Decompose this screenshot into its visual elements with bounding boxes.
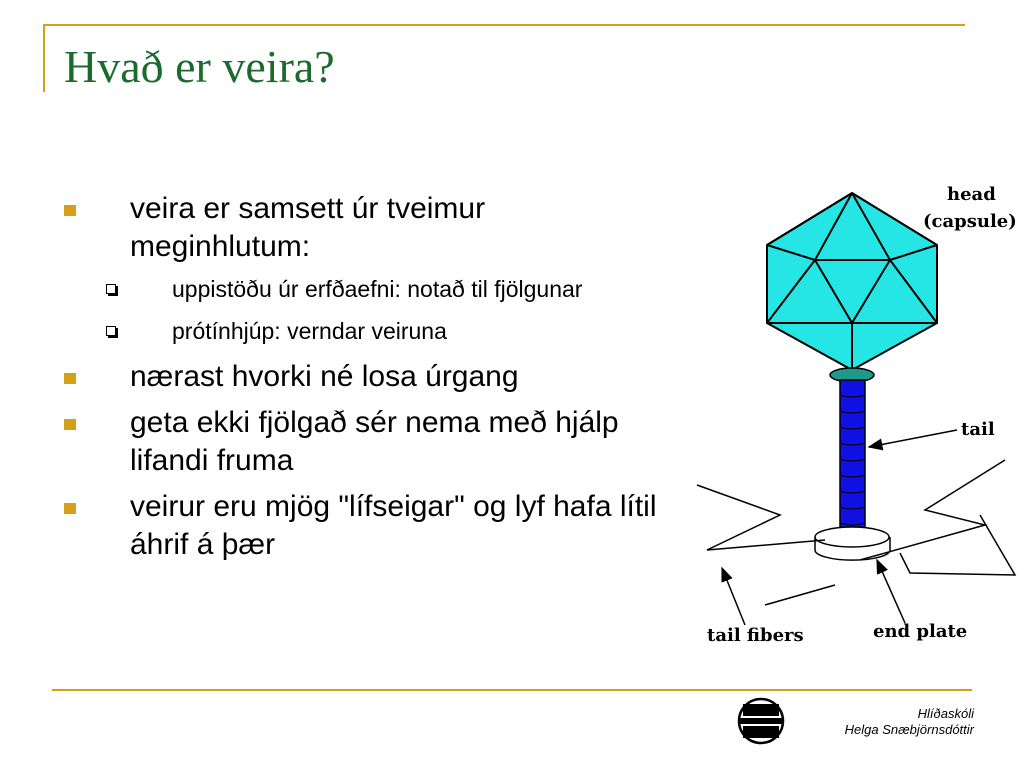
- label-tail: tail: [961, 419, 995, 440]
- bullet-text: veirur eru mjög "lífseigar" og lyf hafa lítil áhrif á þær: [130, 490, 657, 561]
- capsule-head: [767, 193, 937, 370]
- bullet-item: [60, 190, 660, 266]
- bullet-item: [60, 358, 660, 396]
- bullet-text: veira er samsett úr tveimur meginhlutum:: [130, 192, 486, 263]
- square-bullet-icon: [64, 419, 76, 430]
- top-rule: [43, 24, 965, 26]
- sub-bullet-text: prótínhjúp: verndar veiruna: [172, 318, 447, 344]
- bullet-item: [60, 404, 660, 480]
- left-rule: [43, 24, 45, 92]
- footer-school: Hlíðaskóli: [917, 706, 974, 721]
- square-bullet-icon: [64, 373, 76, 384]
- sub-bullet-text: uppistöðu úr erfðaefni: notað til fjölgunar: [172, 276, 583, 302]
- bullet-list: [60, 190, 660, 572]
- bullet-text: nærast hvorki né losa úrgang: [130, 360, 519, 393]
- tail-sheath: [840, 380, 865, 545]
- square-bullet-icon: [64, 205, 76, 216]
- footer: [800, 706, 974, 738]
- slide-title: Hvað er veira?: [64, 41, 335, 92]
- label-capsule: (capsule): [923, 211, 1017, 232]
- sub-bullet-item: [60, 316, 660, 346]
- label-tail-fibers: tail fibers: [707, 625, 804, 646]
- checkbox-bullet-icon: [106, 326, 116, 336]
- checkbox-bullet-icon: [106, 284, 116, 294]
- label-head: head: [947, 184, 996, 205]
- bacteriophage-diagram: [685, 175, 1024, 655]
- bullet-text: geta ekki fjölgað sér nema með hjálp lifandi fruma: [130, 406, 619, 477]
- school-logo-icon: [737, 697, 785, 745]
- bottom-rule: [52, 689, 972, 691]
- bullet-item: [60, 488, 660, 564]
- square-bullet-icon: [64, 503, 76, 514]
- footer-author: Helga Snæbjörnsdóttir: [844, 722, 974, 737]
- sub-bullet-item: [60, 274, 660, 304]
- label-end-plate: end plate: [873, 621, 968, 642]
